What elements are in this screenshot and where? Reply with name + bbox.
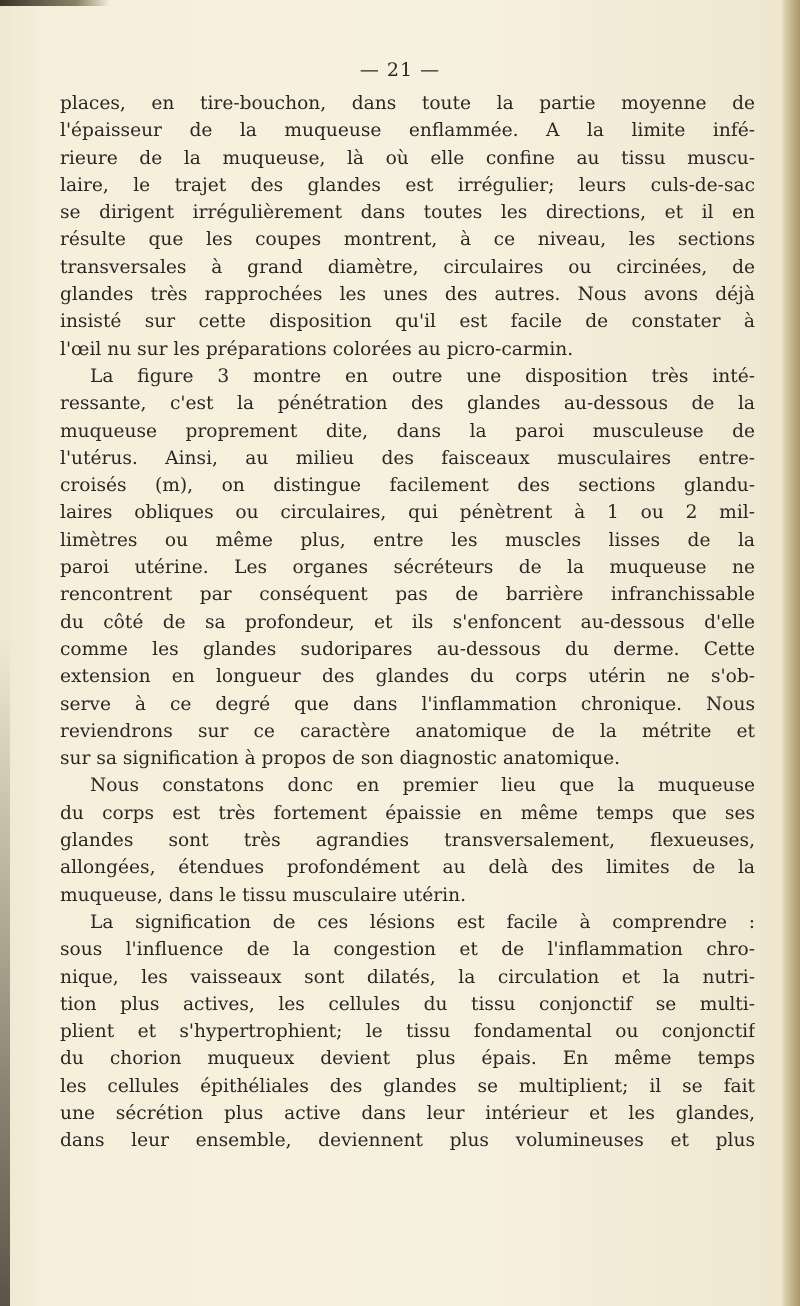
text-line: serve à ce degré que dans l'inflammation chronique. Nous bbox=[60, 693, 755, 715]
text-line: se dirigent irrégulièrement dans toutes les directions, et il en bbox=[60, 202, 755, 224]
paragraph-start: Nous constatons donc en premier lieu que la muqueuse bbox=[90, 775, 755, 797]
text-line: du chorion muqueux devient plus épais. En même temps bbox=[60, 1048, 755, 1070]
text-line: rencontrent par conséquent pas de barrière infranchissable bbox=[60, 584, 755, 606]
text-line: limètres ou même plus, entre les muscles lisses de la bbox=[60, 529, 755, 551]
text-line: l'utérus. Ainsi, au milieu des faisceaux musculaires entre- bbox=[60, 447, 755, 469]
text-line: laire, le trajet des glandes est irrégulier; leurs culs-de-sac bbox=[60, 174, 755, 196]
text-line: sous l'influence de la congestion et de l'inflammation chro- bbox=[60, 939, 755, 961]
text-line: paroi utérine. Les organes sécréteurs de la muqueuse ne bbox=[60, 557, 755, 579]
text-line: rieure de la muqueuse, là où elle confine au tissu muscu- bbox=[60, 147, 755, 169]
text-line: plient et s'hypertrophient; le tissu fondamental ou conjonctif bbox=[60, 1021, 755, 1043]
page-number: — 21 — bbox=[359, 59, 441, 81]
text-line: résulte que les coupes montrent, à ce niveau, les sections bbox=[60, 229, 755, 251]
text-line: laires obliques ou circulaires, qui pénètrent à 1 ou 2 mil- bbox=[60, 502, 755, 524]
text-line: places, en tire-bouchon, dans toute la partie moyenne de bbox=[60, 93, 755, 114]
text-line: du corps est très fortement épaissie en même temps que ses bbox=[60, 802, 755, 824]
text-line: les cellules épithéliales des glandes se multiplient; il se fait bbox=[60, 1075, 755, 1097]
text-line: l'œil nu sur les préparations colorées au picro-carmin. bbox=[60, 338, 574, 360]
book-binding-edge bbox=[782, 0, 800, 1306]
text-line: une sécrétion plus active dans leur intérieur et les glandes, bbox=[60, 1102, 755, 1124]
text-line: du côté de sa profondeur, et ils s'enfoncent au-dessous d'elle bbox=[60, 611, 755, 633]
text-line: sur sa signification à propos de son diagnostic anatomique. bbox=[60, 748, 621, 770]
text-line: glandes très rapprochées les unes des autres. Nous avons déjà bbox=[60, 284, 755, 306]
text-line: extension en longueur des glandes du corps utérin ne s'ob- bbox=[60, 666, 755, 688]
text-line: allongées, étendues profondément au delà des limites de la bbox=[60, 857, 755, 879]
text-line: transversales à grand diamètre, circulaires ou circinées, de bbox=[60, 256, 755, 278]
text-line: insisté sur cette disposition qu'il est facile de constater à bbox=[60, 311, 755, 333]
text-line: glandes sont très agrandies transversalement, flexueuses, bbox=[60, 830, 755, 852]
text-line: l'épaisseur de la muqueuse enflammée. A la limite infé- bbox=[60, 120, 755, 142]
text-line: ressante, c'est la pénétration des glandes au-dessous de la bbox=[60, 393, 755, 415]
paragraph-start: La signification de ces lésions est facile à comprendre : bbox=[90, 911, 755, 933]
text-line: muqueuse proprement dite, dans la paroi musculeuse de bbox=[60, 420, 755, 442]
text-line: tion plus actives, les cellules du tissu conjonctif se multi- bbox=[60, 993, 755, 1015]
text-line: reviendrons sur ce caractère anatomique de la métrite et bbox=[60, 720, 755, 742]
page-edge-stain bbox=[0, 640, 10, 1306]
text-line: muqueuse, dans le tissu musculaire utérin. bbox=[60, 884, 466, 906]
text-line: croisés (m), on distingue facilement des sections glandu- bbox=[60, 475, 755, 497]
text-line: nique, les vaisseaux sont dilatés, la circulation et la nutri- bbox=[60, 966, 755, 988]
body-text bbox=[60, 90, 755, 1155]
text-line: dans leur ensemble, deviennent plus volumineuses et plus bbox=[60, 1130, 755, 1152]
page-edge-shadow bbox=[0, 0, 110, 6]
text-line: comme les glandes sudoripares au-dessous du derme. Cette bbox=[60, 638, 755, 660]
paragraph-start: La figure 3 montre en outre une disposition très inté- bbox=[90, 365, 755, 387]
